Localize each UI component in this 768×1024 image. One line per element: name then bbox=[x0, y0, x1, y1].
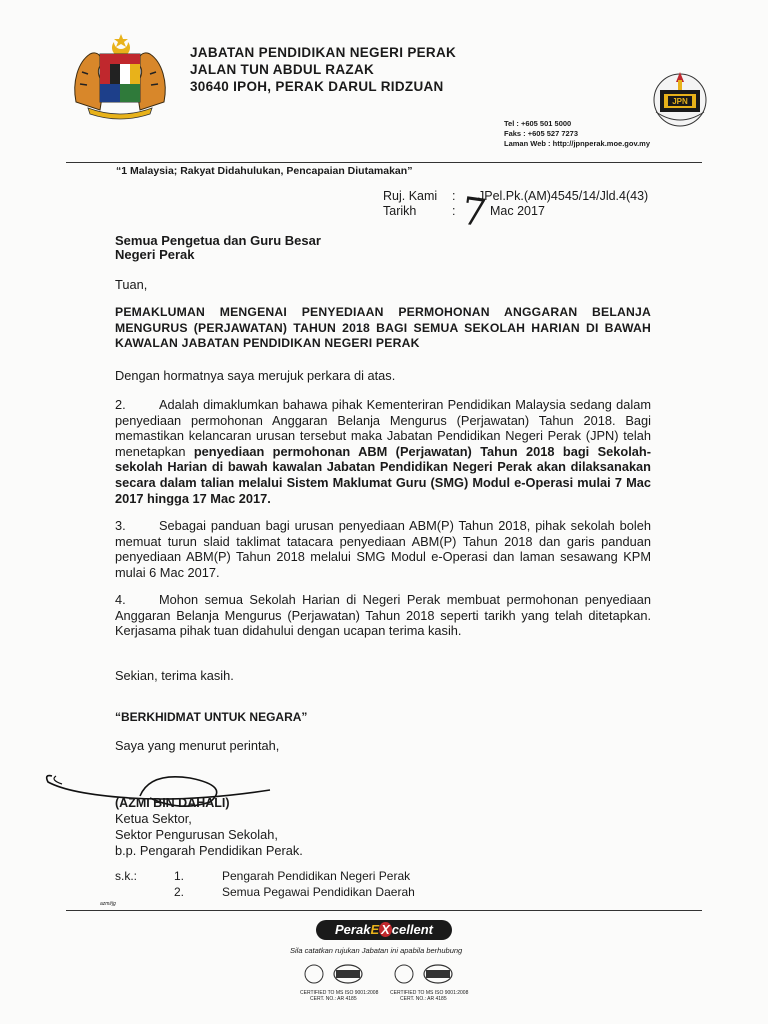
contact-tel: Tel : +605 501 5000 bbox=[504, 119, 572, 128]
cc-item-1-no: 1. bbox=[174, 869, 185, 883]
paragraph-2-number: 2. bbox=[115, 397, 126, 412]
certification-icon bbox=[296, 958, 474, 990]
cert-1-no: CERT. NO.: AR 4185 bbox=[310, 996, 357, 1002]
handwritten-day: 7 bbox=[459, 188, 490, 236]
cc-item-1-text: Pengarah Pendidikan Negeri Perak bbox=[222, 869, 411, 883]
paragraph-4 bbox=[115, 592, 651, 639]
cc-item-2-text: Semua Pegawai Pendidikan Daerah bbox=[222, 885, 415, 899]
closing-thanks: Sekian, terima kasih. bbox=[115, 668, 234, 683]
paragraph-4-text: Mohon semua Sekolah Harian di Negeri Perak membuat permohonan penyediaan Anggaran Belanja Mengurus (Perjawatan) Tahun 2018 seperti tarikh yang telah ditetapkan. Kerjasama pihak tuan didahului dengan ucapan terima kasih. bbox=[115, 592, 651, 639]
closing-command: Saya yang menurut perintah, bbox=[115, 738, 280, 753]
salutation: Tuan, bbox=[115, 277, 148, 292]
intro-paragraph: Dengan hormatnya saya merujuk perkara di atas. bbox=[115, 368, 396, 383]
recipient-line-2: Negeri Perak bbox=[115, 247, 195, 262]
motto: “1 Malaysia; Rakyat Didahulukan, Pencapaian Diutamakan” bbox=[116, 165, 413, 177]
logo-part-3: X bbox=[381, 922, 390, 937]
cert-2-no: CERT. NO.: AR 4185 bbox=[400, 996, 447, 1002]
date-label: Tarikh bbox=[383, 204, 417, 218]
logo-part-1: Perak bbox=[335, 922, 371, 937]
contact-web: Laman Web : http://jpnperak.moe.gov.my bbox=[504, 139, 650, 148]
cert-2-text: CERTIFIED TO MS ISO 9001:2008 bbox=[390, 990, 469, 996]
paragraph-3-text: Sebagai panduan bagi urusan penyediaan ABM(P) Tahun 2018, pihak sekolah boleh memuat turun slaid taklimat tatacara penyediaan ABM(P) Tahun 2018 dan garis panduan penyediaan ABM(P) Tahun 2018 melalui SMG Modul e-Operasi dan laman sesawang KPM mulai 6 Mac 2017. bbox=[115, 518, 651, 580]
date-colon: : bbox=[452, 204, 456, 218]
date-value: Mac 2017 bbox=[490, 204, 545, 218]
cc-initials: azmi/jg bbox=[100, 901, 116, 907]
perak-excellent-logo bbox=[316, 920, 452, 940]
paragraph-3 bbox=[115, 518, 651, 580]
header-divider bbox=[66, 162, 702, 163]
subject: PEMAKLUMAN MENGENAI PENYEDIAAN PERMOHONAN ANGGARAN BELANJA MENGURUS (PERJAWATAN) TAHUN 2018 BAGI SEMUA SEKOLAH HARIAN DI BAWAH KAWALAN JABATAN PENDIDIKAN NEGERI PERAK bbox=[115, 305, 651, 351]
signatory-title-1: Ketua Sektor, bbox=[115, 811, 192, 826]
signatory-title-3: b.p. Pengarah Pendidikan Perak. bbox=[115, 843, 303, 858]
paragraph-2-text: Adalah dimaklumkan bahawa pihak Kementeriran Pendidikan Malaysia sedang dalam penyediaan permohonan Anggaran Belanja Mengurus (Perjawatan) Tahun 2018. Bagi memastikan kelancaran urusan tersebut maka Jabatan Pendidikan Negeri Perak (JPN) telah menetapkan bbox=[115, 397, 651, 459]
paragraph-4-number: 4. bbox=[115, 592, 126, 607]
paragraph-3-number: 3. bbox=[115, 518, 126, 533]
paragraph-2-bold: penyediaan permohonan ABM (Perjawatan) Tahun 2018 bagi Sekolah-sekolah Harian di bawah kawalan Jabatan Pendidikan Negeri Perak akan dilaksanakan secara dalam talian melalui Sistem Maklumat Guru (SMG) Modul e-Operasi mulai 7 Mac 2017 hingga 17 Mac 2017. bbox=[115, 443, 651, 506]
cc-label: s.k.: bbox=[115, 869, 138, 883]
address-city: 30640 IPOH, PERAK DARUL RIDZUAN bbox=[190, 79, 444, 94]
footer-note: Sila catatkan rujukan Jabatan ini apabila berhubung bbox=[290, 946, 463, 955]
footer-divider bbox=[66, 910, 702, 911]
ref-value: JPel.Pk.(AM)4545/14/Jld.4(43) bbox=[478, 189, 649, 203]
signatory-title-2: Sektor Pengurusan Sekolah, bbox=[115, 827, 278, 842]
coat-of-arms-icon bbox=[70, 32, 170, 122]
paragraph-2 bbox=[115, 397, 651, 506]
contact-fax: Faks : +605 527 7273 bbox=[504, 129, 579, 138]
cc-item-2-no: 2. bbox=[174, 885, 185, 899]
jpn-logo-icon bbox=[646, 68, 714, 130]
svg-text:JPN: JPN bbox=[672, 97, 688, 106]
closing-slogan: “BERKHIDMAT UNTUK NEGARA” bbox=[115, 710, 308, 724]
address-street: JALAN TUN ABDUL RAZAK bbox=[190, 62, 375, 77]
ref-colon: : bbox=[452, 189, 456, 203]
certification-badges bbox=[296, 958, 474, 1002]
cert-1-text: CERTIFIED TO MS ISO 9001:2008 bbox=[300, 990, 379, 996]
signatory-name: (AZMI BIN DAHALI) bbox=[115, 796, 230, 810]
ref-label: Ruj. Kami bbox=[383, 189, 438, 203]
department-name: JABATAN PENDIDIKAN NEGERI PERAK bbox=[190, 45, 457, 60]
logo-part-2: E bbox=[370, 922, 380, 937]
recipient-line-1: Semua Pengetua dan Guru Besar bbox=[115, 233, 321, 248]
logo-part-4: cellent bbox=[391, 922, 433, 937]
